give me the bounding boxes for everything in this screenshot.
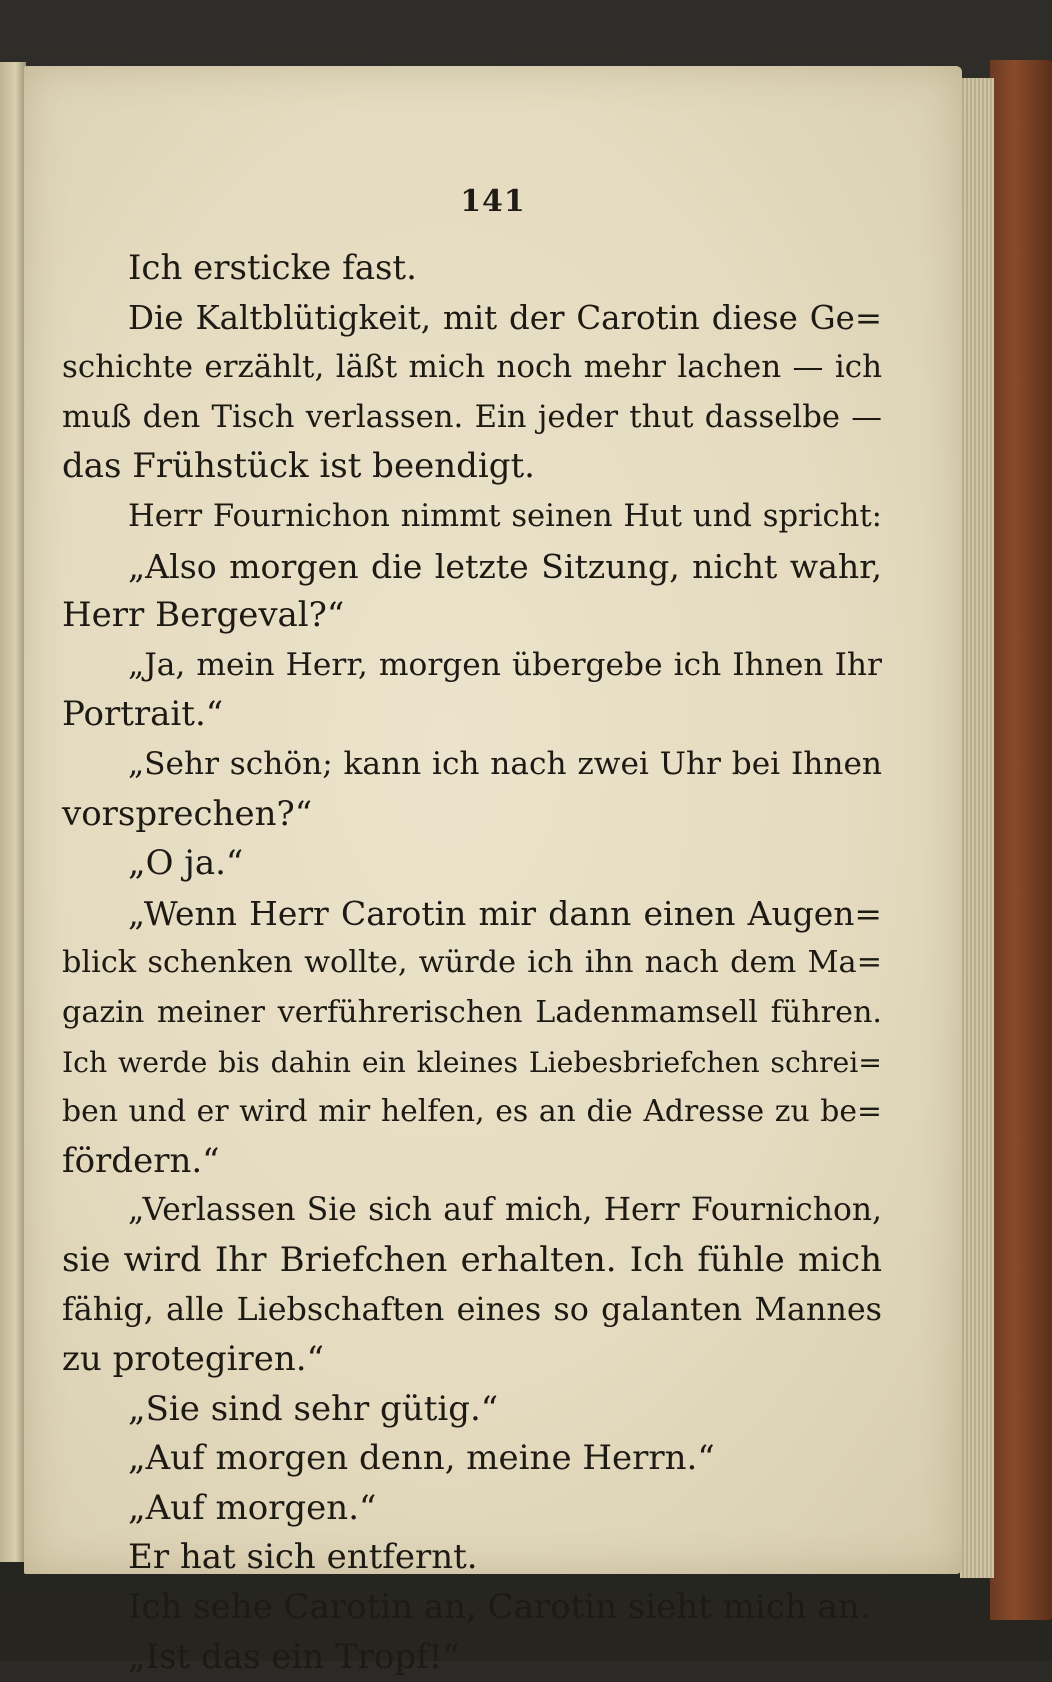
text-line: fähig, alle Liebschaften eines so galanten Mannes — [62, 1290, 882, 1329]
text-line: „Auf morgen denn, meine Herrn.“ — [128, 1438, 715, 1479]
book-page — [24, 66, 962, 1677]
text-line: zu protegiren.“ — [62, 1339, 324, 1380]
text-line: „O ja.“ — [128, 843, 244, 884]
text-line: Herr Bergeval?“ — [62, 595, 345, 636]
text-line: „Sie sind sehr gütig.“ — [128, 1388, 499, 1429]
left-page-edge — [0, 62, 26, 1562]
text-line: „Auf morgen.“ — [128, 1487, 377, 1528]
text-line: „Also morgen die letzte Sitzung, nicht wahr, — [128, 546, 882, 586]
text-line: „Ja, mein Herr, morgen übergebe ich Ihnen Ihr — [128, 646, 882, 683]
text-line: Die Kaltblütigkeit, mit der Carotin diese Ge= — [128, 298, 882, 337]
page-text — [62, 244, 882, 1682]
text-line: Portrait.“ — [62, 694, 224, 735]
text-line: Er hat sich entfernt. — [128, 1537, 478, 1578]
text-line: fördern.“ — [62, 1140, 220, 1181]
text-line: ben und er wird mir helfen, es an die Adresse zu be= — [62, 1094, 882, 1130]
text-line: „Ist das ein Tropf!“ — [128, 1636, 460, 1677]
text-line: Ich sehe Carotin an, Carotin sieht mich an. — [128, 1587, 871, 1628]
text-line: Ich ersticke fast. — [128, 248, 417, 288]
text-line: vorsprechen?“ — [62, 793, 313, 834]
text-line: muß den Tisch verlassen. Ein jeder thut dasselbe — — [62, 399, 882, 435]
book-cover-edge — [990, 60, 1052, 1620]
text-line: gazin meiner verführerischen Ladenmamsell führen. — [62, 994, 882, 1030]
text-line: „Wenn Herr Carotin mir dann einen Augen= — [128, 893, 882, 933]
text-line: schichte erzählt, läßt mich noch mehr lachen — ich — [62, 349, 882, 386]
text-line: „Verlassen Sie sich auf mich, Herr Fournichon, — [128, 1192, 882, 1229]
text-line: blick schenken wollte, würde ich ihn nach dem Ma= — [62, 945, 882, 981]
text-line: sie wird Ihr Briefchen erhalten. Ich fühle mich — [62, 1239, 882, 1280]
text-line: Ich werde bis dahin ein kleines Liebesbriefchen schrei= — [62, 1045, 882, 1079]
page-number: 141 — [460, 184, 526, 219]
text-line: das Frühstück ist beendigt. — [62, 446, 535, 487]
page-stack-edge — [960, 78, 994, 1578]
text-line: „Sehr schön; kann ich nach zwei Uhr bei Ihnen — [128, 745, 882, 782]
text-line: Herr Fournichon nimmt seinen Hut und spricht: — [128, 498, 882, 534]
